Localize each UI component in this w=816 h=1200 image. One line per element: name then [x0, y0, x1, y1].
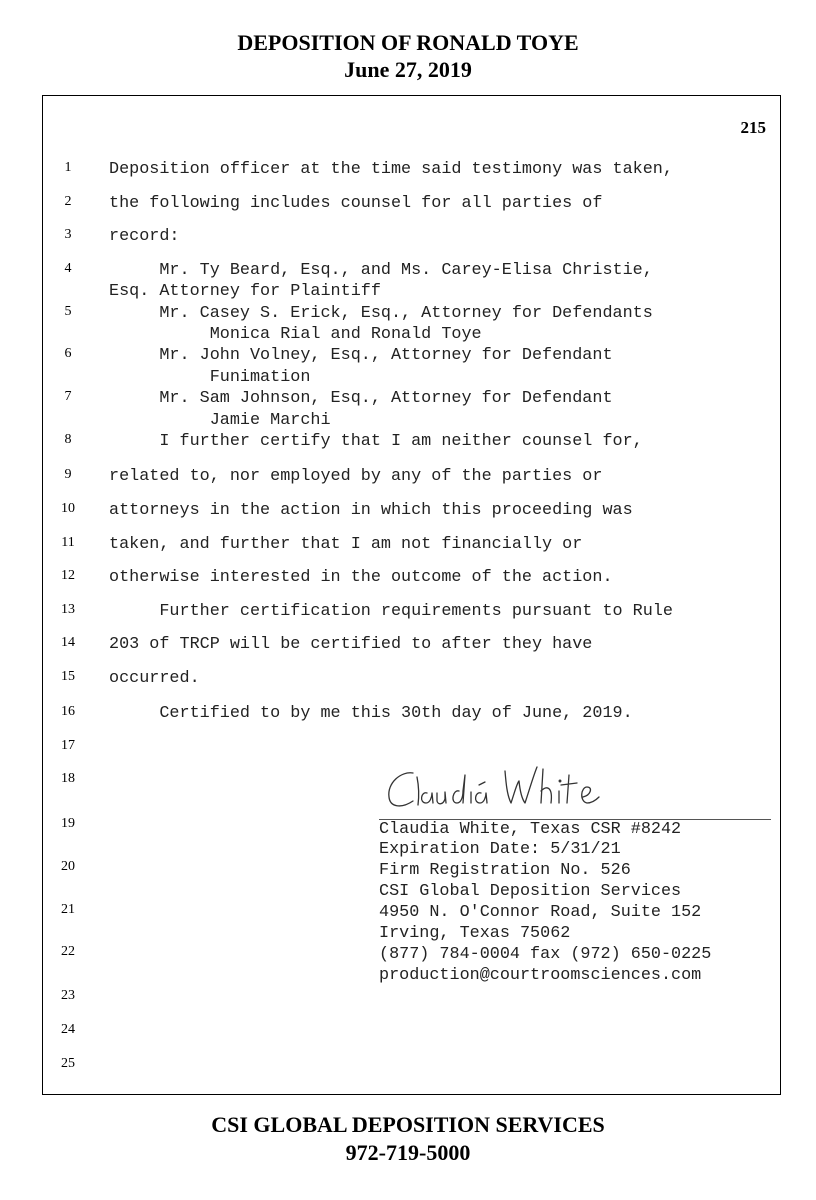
line-number: 10 [61, 501, 75, 516]
reporter-name: Claudia White, Texas CSR #8242 [379, 820, 682, 839]
line-number: 21 [61, 902, 75, 917]
transcript-line: Mr. Casey S. Erick, Esq., Attorney for Defendants [109, 304, 653, 323]
firm-registration: Firm Registration No. 526 [379, 861, 631, 880]
line-number: 20 [61, 859, 75, 874]
line-number: 22 [61, 944, 75, 959]
page-number: 215 [740, 118, 766, 137]
line-number: 2 [64, 194, 72, 209]
expiration-date: Expiration Date: 5/31/21 [379, 840, 621, 859]
transcript-line: occurred. [109, 669, 200, 688]
line-number: 17 [61, 738, 75, 753]
line-number: 15 [61, 669, 75, 684]
document-title: DEPOSITION OF RONALD TOYE [237, 30, 579, 55]
transcript-line: taken, and further that I am not financially or [109, 535, 583, 554]
company-city: Irving, Texas 75062 [379, 924, 571, 943]
transcript-line: Mr. John Volney, Esq., Attorney for Defendant [109, 346, 613, 365]
document-date: June 27, 2019 [344, 57, 472, 82]
transcript-line: Monica Rial and Ronald Toye [109, 325, 482, 344]
line-number: 13 [61, 602, 75, 617]
line-number: 3 [64, 227, 72, 242]
transcript-line: record: [109, 227, 180, 246]
line-number: 4 [64, 261, 72, 276]
transcript-line: 203 of TRCP will be certified to after they have [109, 635, 593, 654]
line-number: 16 [61, 704, 75, 719]
line-number: 24 [61, 1022, 75, 1037]
transcript-line: Further certification requirements pursuant to Rule [109, 602, 673, 621]
line-number: 12 [61, 568, 75, 583]
handwritten-signature [379, 761, 639, 819]
line-number: 25 [61, 1056, 75, 1071]
footer-company: CSI GLOBAL DEPOSITION SERVICES [211, 1112, 605, 1137]
transcript-line: Esq. Attorney for Plaintiff [109, 282, 381, 301]
line-number: 14 [61, 635, 75, 650]
company-name: CSI Global Deposition Services [379, 882, 682, 901]
company-phone: (877) 784-0004 fax (972) 650-0225 [379, 945, 712, 964]
line-number: 8 [64, 432, 72, 447]
transcript-line: Mr. Sam Johnson, Esq., Attorney for Defendant [109, 389, 613, 408]
line-number: 5 [64, 304, 72, 319]
line-number: 23 [61, 988, 75, 1003]
transcript-line: Deposition officer at the time said testimony was taken, [109, 160, 673, 179]
signature-line [379, 761, 771, 820]
transcript-line: otherwise interested in the outcome of the action. [109, 568, 613, 587]
line-number: 9 [64, 467, 72, 482]
line-number: 6 [64, 346, 72, 361]
transcript-page [42, 95, 781, 1095]
line-number: 7 [64, 389, 72, 404]
transcript-line: Certified to by me this 30th day of June, 2019. [109, 704, 633, 723]
line-number: 11 [61, 535, 75, 550]
company-address: 4950 N. O'Connor Road, Suite 152 [379, 903, 702, 922]
line-number: 19 [61, 816, 75, 831]
footer-phone: 972-719-5000 [345, 1140, 471, 1165]
line-number: 1 [64, 160, 72, 175]
transcript-line: I further certify that I am neither counsel for, [109, 432, 643, 451]
transcript-line: Mr. Ty Beard, Esq., and Ms. Carey-Elisa Christie, [109, 261, 653, 280]
line-number: 18 [61, 771, 75, 786]
transcript-line: Jamie Marchi [109, 411, 331, 430]
transcript-line: the following includes counsel for all parties of [109, 194, 603, 213]
transcript-line: Funimation [109, 368, 311, 387]
transcript-line: attorneys in the action in which this proceeding was [109, 501, 633, 520]
company-email: production@courtroomsciences.com [379, 966, 702, 985]
transcript-line: related to, nor employed by any of the parties or [109, 467, 603, 486]
